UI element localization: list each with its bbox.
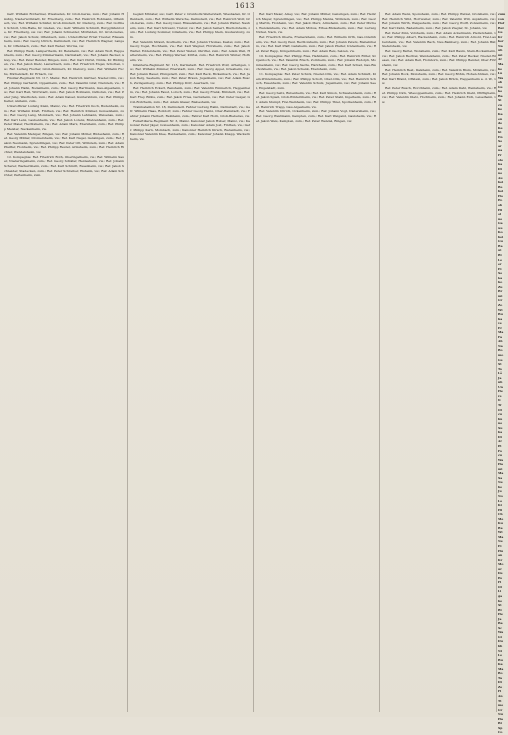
column-divider [253, 12, 254, 712]
edge-fragment: Wa [498, 457, 504, 462]
edge-fragment: Gu [498, 239, 503, 244]
edge-fragment: ka [498, 275, 503, 280]
edge-fragment: Ol [498, 584, 502, 589]
text-column-2 [130, 12, 250, 712]
edge-fragment: Di [498, 680, 502, 685]
edge-fragment: Ab [498, 339, 503, 344]
edge-fragment: mi [498, 52, 503, 57]
edge-fragment: Fr [498, 152, 502, 157]
edge-fragment: Gi [498, 634, 502, 639]
edge-fragment: Du [498, 639, 503, 644]
edge-fragment: Ra [498, 525, 503, 530]
edge-fragment: zu [498, 412, 502, 417]
edge-fragment: Lu [498, 71, 503, 76]
edge-fragment: Br [498, 289, 503, 294]
edge-fragment: Si [498, 98, 502, 103]
column-4-paragraph: Ref. Heinrich Best, Dalsheim, zum.; Ref. Valentin Blum, Mölsheim, vw.; Ref. Johann Bock, Monsheim, zum.; Ref. Georg Böhm, Hohen-Sülzen, vw.; Ref. Karl Brand, Offstein, zum.; Ref. Jakob Brück, Heppenheim a. d. W., vw. [382, 67, 496, 86]
edge-fragment: Fi [498, 580, 502, 585]
edge-fragment: Ke [498, 125, 503, 130]
edge-fragment: Ko [498, 230, 503, 235]
edge-fragment: bei [498, 189, 504, 194]
edge-fragment: Ha [498, 462, 503, 467]
edge-fragment: be [498, 66, 503, 71]
edge-fragment: ol [498, 212, 502, 217]
edge-fragment: Ze [498, 684, 503, 689]
edge-fragment: ti [498, 398, 501, 403]
edge-fragment: ba [498, 430, 503, 435]
edge-fragment: ho [498, 280, 503, 285]
column-1-paragraph: Ref. Valentin Metzger, Bingen, vw.; Ref. Johann Möller, Büdesheim, zum.; Ref. Georg Müller, Dromersheim, vw.; Ref. Karl Nagel, Gensingen, zum.; Ref. Jakob Neumann, Sprendlingen, vw.; Ref. Peter Ott, Wöllstein, zum.; Ref. Adam Pfeiffer, Flonheim, vw.; Ref. Philipp Reuter, Armsheim, zum.; Ref. Heinrich Richter, Wendelsheim, vw. [4, 131, 124, 154]
edge-fragment: Pe [498, 575, 503, 580]
edge-fragment: Re [498, 184, 503, 189]
edge-fragment: we [498, 225, 503, 230]
column-2-paragraph: Fußartillerie-Regiment Nr. 3, Mainz. Kanonier Jakob Huber, Mainz, vw.; Kanonier Peter Jäger, Gonsenheim, zum.; Kanonier Adam Jost, Finthen, vw.; Gefr. Philipp Kern, Mombach, zum.; Kanonier Heinrich Kirsch, Budenheim, vw.; Kanonier Valentin Klee, Heidesheim, zum.; Kanonier Johann Knapp, Wackernheim, vw. [130, 118, 250, 141]
edge-fragment: me [498, 703, 504, 708]
edge-fragment: St [498, 362, 502, 367]
edge-fragment: Bu [498, 312, 503, 317]
column-2-paragraph: Trainbataillon Nr. 18, Darmstadt. Fahrer Ludwig Hahn, Darmstadt, vw.; Gefr. Wilhelm Haas, Roßdorf, zum.; Fahrer Georg Heinz, Ober-Ramstadt, vw.; Fahrer Johann Herbert, Reinheim, zum.; Fahrer Karl Horn, Groß-Bieberau, vw. [130, 104, 250, 118]
column-1-paragraph: Unteroffizier Ludwig Klein, Mainz, vw.; Ref. Friedrich Koch, Budenheim, zum.; Ref. Wilhelm Kraft, Finthen, vw.; Ref. Heinrich Krämer, Gonsenheim, zum.; Ref. Georg Lang, Mombach, vw.; Ref. Johann Lehmann, Weisenau, zum.; Ref. Karl Lenz, Laubenheim, vw.; Ref. Jakob Lorenz, Bretzenheim, zum.; Ref. Peter Maier, Hechtsheim, vw.; Ref. Adam Marx, Ebersheim, zum.; Ref. Philipp Meister, Nackenheim, vw. [4, 104, 124, 131]
edge-fragment: zum [498, 12, 506, 16]
edge-fragment: Bei [498, 25, 504, 30]
edge-fragment: Bu [498, 657, 503, 662]
edge-fragment: be [498, 598, 503, 603]
edge-fragment: Au [498, 175, 503, 180]
edge-fragment: ve [498, 321, 502, 326]
edge-fragment: Po [498, 198, 503, 203]
edge-fragment: Zu [498, 284, 503, 289]
edge-fragment: An [498, 694, 503, 699]
edge-fragment: Ma [498, 330, 504, 335]
edge-fragment: Ba [498, 93, 503, 98]
edge-fragment: be [498, 484, 503, 489]
edge-fragment: he [498, 89, 503, 94]
edge-fragment: ui [498, 248, 502, 253]
edge-fragment: Bi [498, 721, 502, 726]
edge-fragment: mo [498, 353, 504, 358]
edge-fragment: Ei [498, 543, 502, 548]
edge-fragment: Wi [498, 307, 503, 312]
edge-fragment: Ma [498, 534, 504, 539]
edge-fragment: Ho [498, 193, 503, 198]
edge-fragment: Lo [498, 498, 503, 503]
edge-fragment: mi [498, 293, 503, 298]
edge-fragment: Co [498, 730, 503, 735]
column-1-paragraph: Füsilier-Regiment Nr. 117, Mainz. Ref. Heinrich Gärtner, Nieder-Olm, vw.; Ref. Philipp Gerhardt, Oppenheim, zum.; Ref. Valentin Graf, Nierstein, vw.; Ref. Johann Hahn, Bodenheim, zum.; Ref. Georg Hartmann, Gau-Algesheim, vw.; Ref. Karl Heß, Wörrstadt, zum.; Ref. Jakob Hofmann, Osthofen, vw.; Ref. Peter Jung, Westhofen, zum.; Ref. Adam Kaiser, Guntersblum, vw.; Ref. Philipp Keller, Alsheim, zum. [4, 76, 124, 104]
edge-fragment: Se [498, 271, 503, 276]
edge-fragment: bu [498, 416, 503, 421]
edge-fragment: Kr [498, 557, 503, 562]
edge-fragment: To [498, 366, 502, 371]
edge-fragment: Ka [498, 112, 503, 117]
edge-fragment: ne [498, 421, 503, 426]
edge-fragment: Ne [498, 539, 503, 544]
edge-fragment: Ei [498, 266, 502, 271]
edge-fragment: ga [498, 594, 503, 598]
column-4-paragraph: Ref. Peter Busch, Horchheim, zum.; Ref. Adam Dahl, Weinsheim, vw.; Ref. Philipp Dick, Wiesoppenheim, zum.; Ref. Heinrich Diehl, Pfiffligheim, vw.; Ref. Valentin Dietz, Hochheim, zum.; Ref. Johann Eich, Leiselheim, vw. [382, 86, 496, 104]
column-3-paragraph: Ref. Friedrich Oberle, Framersheim, zum.; Ref. Wilhelm Orth, Gau-Odernheim, vw.; Ref. Georg Paul, Bechtolsheim, zum.; Ref. Johann Peters, Biebelnheim, vw.; Ref. Karl Pfaff, Gabsheim, zum.; Ref. Jakob Pfeifer, Undenheim, vw.; Ref. Peter Rapp, Köngernheim, zum.; Ref. Adam Reis, Selzen, vw. [256, 35, 376, 53]
column-2-paragraph: Infanterie-Regiment Nr. 115, Darmstadt. Ref. Friedrich Wolf, Arheilgen, vw.; Ref. Wilhelm Zimmer, Eberstadt, zum.; Ref. Georg Appel, Griesheim, vw.; Ref. Johann Bauer, Pfungstadt, zum.; Ref. Karl Beck, Bickenbach, vw.; Ref. Jakob Berg, Seeheim, zum.; Ref. Peter Braun, Jugenheim, vw.; Ref. Adam Busch, Zwingenberg, zum.; Ref. Philipp Dörr, Auerbach, vw. [130, 62, 250, 85]
edge-fragment: Ju [498, 489, 502, 494]
edge-fragment: Ja [498, 616, 502, 621]
edge-fragment: Di [498, 166, 502, 171]
edge-fragment: de [498, 121, 503, 126]
edge-fragment: bb [498, 644, 503, 649]
edge-fragment: Fo [498, 448, 503, 453]
edge-fragment: No [498, 493, 503, 498]
edge-fragment: Ni [498, 648, 502, 653]
column-3-paragraph: Ref. Georg Seitz, Bubenheim, vw.; Ref. Karl Simon, Schwabenheim, zum.; Ref. Jakob Spieß, Groß-Winternheim, vw.; Ref. Peter Stahl, Ingelheim, zum.; Ref. Adam Stumpf, Frei-Weinheim, vw.; Ref. Philipp Thiel, Sporkenheim, zum.; Ref. Heinrich Trapp, Gau-Algesheim, vw. [256, 90, 376, 109]
edge-fragment: von [498, 16, 505, 21]
edge-fragment: er [498, 262, 502, 267]
edge-fragment: Pi [498, 443, 502, 448]
edge-fragment: Hi [498, 507, 503, 512]
column-divider [379, 12, 380, 712]
edge-fragment: be [498, 107, 503, 112]
column-3-paragraph: 11. Kompagnie: Ref. Peter Schick, Nieder-Olm, vw.; Ref. Adam Schmidt, Klein-Winternheim, zum.; Ref. Philipp Schott, Ober-Olm, vw.; Ref. Heinrich Schuch, Essenheim, zum.; Ref. Valentin Schulz, Jugenheim, vw.; Ref. Johann Seel, Engelstadt, zum. [256, 72, 376, 90]
edge-fragment: ste [498, 157, 504, 162]
edge-fragment: Ol [498, 407, 502, 412]
cropped-edge-column [498, 12, 508, 735]
edge-fragment: Wi [498, 530, 503, 535]
edge-fragment: ar [498, 143, 502, 148]
column-2-paragraph: Ref. Heinrich Eckert, Bensheim, zum.; Ref. Valentin Emmerich, Heppenheim, vw.; Ref. Johann Faust, Lorsch, zum.; Ref. Georg Frank, Bürstadt, vw.; Ref. Karl Frey, Biblis, zum.; Ref. Jakob Fries, Gernsheim, vw.; Ref. Peter Geiger, Groß-Rohrheim, zum.; Ref. Adam Glaser, Biebesheim, vw. [130, 85, 250, 104]
column-4-paragraph: Ref. Peter Zinn, Volxheim, zum.; Ref. Adam Ackermann, Pleitersheim, vw.; Ref. Philipp Albert, Hackenheim, zum.; Ref. Heinrich Arnold, Frei-Laubersheim, vw.; Ref. Valentin Bach, Neu-Bamberg, zum.; Ref. Johann Bär, Siefersheim, vw. [382, 30, 496, 49]
edge-fragment: Ta [498, 675, 502, 680]
column-divider [496, 12, 497, 712]
edge-fragment: bei [498, 234, 504, 239]
edge-fragment: Un [498, 384, 503, 389]
edge-fragment: Ga [498, 221, 503, 226]
edge-fragment: Gr [498, 298, 503, 303]
edge-fragment: Ra [498, 243, 503, 248]
edge-fragment: Su [498, 425, 503, 430]
edge-fragment: Me [498, 516, 504, 521]
edge-fragment: bei [498, 180, 504, 185]
edge-fragment: Na [498, 43, 503, 48]
edge-fragment: Ku [498, 521, 503, 526]
edge-fragment: ne [498, 216, 503, 221]
edge-fragment: Ar [498, 439, 502, 444]
edge-fragment: ber [498, 39, 504, 44]
edge-fragment: ha [498, 316, 503, 321]
edge-fragment: ob [498, 80, 503, 85]
edge-fragment: ub [498, 48, 503, 53]
edge-fragment: zu [498, 102, 502, 107]
edge-fragment: Ge [498, 357, 503, 362]
edge-fragment: Hof [498, 21, 505, 26]
edge-fragment: Ar [498, 57, 502, 62]
edge-fragment: Ki [498, 503, 502, 508]
column-3-paragraph: Ref. Karl Meier, Alzey, vw.; Ref. Johann Müller, Gensingen, zum.; Ref. Heinrich Mayer, Sprendlingen, vw.; Ref. Philipp Manns, Wöllstein, zum.; Ref. Georg Martin, Flonheim, vw.; Ref. Jakob Merz, Armsheim, zum.; Ref. Peter Michel, Wendelsheim, vw.; Ref. Adam Möbus, Erbes-Büdesheim, zum.; Ref. Ludwig Nickel, Nack, vw. [256, 12, 376, 35]
edge-fragment: Er [498, 325, 502, 330]
edge-fragment: Ro [498, 671, 503, 676]
edge-fragment: Ma [498, 471, 504, 476]
edge-fragment: Fa [498, 334, 502, 339]
edge-fragment: Le [498, 257, 503, 262]
edge-fragment: Ma [498, 62, 504, 67]
edge-fragment: Lö [498, 371, 503, 376]
edge-fragment: ne [498, 171, 503, 176]
text-column-4 [382, 12, 496, 712]
edge-fragment: Le [498, 653, 503, 658]
edge-fragment: Ja [498, 375, 502, 380]
edge-fragment: Ma [498, 666, 504, 671]
text-column-1 [4, 12, 124, 712]
column-1-paragraph: Ref. Philipp Weiß, Lampertheim, Kr. Bensheim, vw.; Ref. Adam Wolf, Heppenheim, zum.; Ref. Georg Zimmermann, Darmstadt, vw.; Ref. Johann Becker, Alzey, vw.; Ref. Peter Bender, Bingen, zum.; Ref. Karl Christ, Nidda, Kr. Büdingen, vw.; Ref. Jakob Dietz, Lauterbach, zum.; Ref. Friedrich Engel, Schotten, vw.; Ref. Ludwig Fischer, Groß-Zimmern, Kr. Dieburg, zum.; Ref. Wilhelm Fuchs, Michelstadt, Kr. Erbach, vw. [4, 48, 124, 76]
edge-fragment: ur [498, 566, 502, 571]
edge-fragment: Kr [498, 34, 503, 39]
edge-fragment: Ri [498, 607, 502, 612]
edge-fragment: Ti [498, 698, 502, 703]
edge-fragment: ha [498, 162, 503, 167]
edge-fragment: Mo [498, 562, 504, 567]
edge-fragment: zu [498, 453, 502, 458]
column-divider [127, 12, 128, 712]
edge-fragment: Tr [498, 403, 502, 408]
column-3-paragraph: 10. Kompagnie: Ref. Philipp Ries, Hahnheim, zum.; Ref. Heinrich Ritter, Sörgenloch, vw.; Ref. Valentin Rösch, Zornheim, zum.; Ref. Johann Rudolph, Mommenheim, vw.; Ref. Georg Sachs, Harxheim, zum.; Ref. Karl Schad, Gau-Bischofsheim, vw.; Ref. Jakob Schenk, Ebersheim, zum. [256, 53, 376, 72]
edge-fragment: ob [498, 202, 503, 207]
edge-fragment: He [498, 389, 503, 394]
edge-fragment: Ro [498, 348, 503, 353]
column-4-paragraph: Ref. Georg Bartel, Wonsheim, zum.; Ref. Karl Baum, Stein-Bockenheim, vw.; Ref. Jakob Bechtel, Wendelsheim, zum.; Ref. Peter Becker, Nieder-Wiesen, vw.; Ref. Adam Beil, Flomborn, zum.; Ref. Philipp Bender, Ober-Flörsheim, vw. [382, 49, 496, 67]
edge-fragment: en [498, 116, 503, 121]
edge-fragment: Ne [498, 480, 503, 485]
column-3-paragraph: Ref. Valentin Ullrich, Ockenheim, zum.; Ref. Johann Vogt, Dietersheim, vw.; Ref. Georg Weidmann, Kempten, zum.; Ref. Karl Weigand, Gaulsheim, vw.; Ref. Jakob Weis, Kempten, zum.; Ref. Peter Wendel, Bingen, vw. [256, 109, 376, 123]
edge-fragment: nb [498, 380, 503, 385]
edge-fragment: Hu [498, 548, 504, 553]
edge-fragment: Ka [498, 662, 503, 667]
edge-fragment: Ge [498, 30, 503, 35]
edge-fragment: Li [498, 589, 502, 594]
edge-fragment: De [498, 571, 503, 576]
edge-fragment: Ch [498, 512, 503, 517]
edge-fragment: Sc [498, 625, 503, 630]
edge-fragment: He [498, 612, 503, 617]
edge-fragment: Sp [498, 725, 503, 730]
page-number: 1613 [235, 2, 255, 10]
edge-fragment: Sa [498, 475, 503, 480]
column-1-paragraph: 12. Kompagnie: Ref. Friedrich Roth, Oberingelheim, vw.; Ref. Wilhelm Sauer, Niederingelheim, zum.; Ref. Georg Schäfer, Heidesheim, vw.; Ref. Johann Scherer, Wackernheim, zum.; Ref. Karl Schmitt, Essenheim, vw.; Ref. Jakob Schneider, Stadecken, zum.; Ref. Peter Schreiber, Elsheim, vw.; Ref. Adam Schröder, Partenheim, zum. [4, 154, 124, 178]
text-column-3 [256, 12, 376, 712]
edge-fragment: Se [498, 139, 503, 144]
edge-fragment: St [498, 603, 502, 608]
edge-fragment: Ha [498, 716, 503, 721]
edge-fragment: En [498, 134, 503, 139]
edge-fragment: Nu [498, 712, 504, 717]
column-1-paragraph: Gefr. Wilhelm Rothermel, Wiesbaden, Kr. Groß-Gerau, zum.; Ref. Johann Häußig, Niederwöllstadt, Kr. Friedberg, zum.; Ref. Heinrich Roßmann, Offenbach, vw.; Ref. Wilhelm Schäfer, Groß-Umstadt, Kr. Dieburg, zum.; Ref. Gottlieb Schlott, Ulm-Halle, Kr. Gießen, vw.; Gefr. Wilhelm Schmidt, Burggräfenrode, Kr. Friedberg, sw. vw.; Ref. Johann Schneider, Mörfelden, Kr. Groß-Gerau, vw.; Ref. Jakob Schulz, Offenbach, zum.; Unteroffizier Ernst Treuter, Rüsselsheim, zum.; Ref. Georg Ullrich, Darmstadt, vw.; Ref. Heinrich Wagner, Langen, Kr. Offenbach, zum.; Ref. Karl Weber, Worms, vw. [4, 12, 124, 48]
edge-fragment: Gr [498, 707, 503, 712]
edge-fragment: Wa [498, 630, 504, 635]
edge-fragment: mi [498, 466, 503, 471]
edge-fragment: Ge [498, 84, 503, 89]
edge-fragment: Na [498, 343, 503, 348]
edge-fragment: an [498, 553, 503, 558]
edge-fragment: Ri [498, 252, 502, 257]
edge-fragment: Ba [498, 621, 503, 626]
column-4-paragraph: Ref. Adam Wenz, Sponsheim, zum.; Ref. Philipp Wetzel, Grolsheim, vw.; Ref. Heinrich Wild, Horrweiler, zum.; Ref. Valentin Will, Aspisheim, vw.; Ref. Johann Wirth, Welgesheim, zum.; Ref. Georg Wolff, Zotzenheim, vw.; Ref. Karl Zahn, Badenheim, zum.; Ref. Jakob Ziegler, St. Johann, vw. [382, 12, 496, 30]
edge-fragment: Zo [498, 303, 503, 307]
edge-fragment: Wa [498, 75, 504, 80]
edge-fragment: Fi [498, 689, 502, 694]
edge-fragment: re [498, 393, 502, 398]
edge-fragment: Hi [498, 207, 503, 212]
edge-fragment: hi [498, 130, 502, 135]
column-2-paragraph: begleit Münster, sw.; Gefr. Peter v. Grunholtz-Weiterstadt, Wiesbaden, Kr. Offenbach, zum.; Ref. Wilhelm Wersche, Darmstadt, vw.; Ref. Heinrich Wolf, Groß-Gerau, zum.; Ref. Georg Gaul, Rüsselsheim, vw.; Ref. Johann Walter, Nauheim, zum.; Ref. Karl Schwarz, Trebur, vw.; Ref. Jakob Seibert, Bischofsheim, zum.; Ref. Ludwig Sommer, Ginsheim, vw.; Ref. Philipp Stein, Gustavsburg, zum. [130, 12, 251, 39]
edge-fragment: Di [498, 434, 502, 439]
column-2-paragraph: Ref. Valentin Strauß, Kostheim, vw.; Ref. Johann Thomas, Kastel, zum.; Ref. Georg Vogel, Hochheim, vw.; Ref. Karl Wagner, Flörsheim, zum.; Ref. Jakob Walter, Eddersheim, vw.; Ref. Peter Weber, Okriftel, zum.; Ref. Adam Weil, Hattersheim, vw.; Ref. Philipp Werner, Kriftel, zum.; Ref. Heinrich Winter, Hofheim, vw. [130, 39, 250, 62]
edge-fragment: na [498, 148, 503, 153]
